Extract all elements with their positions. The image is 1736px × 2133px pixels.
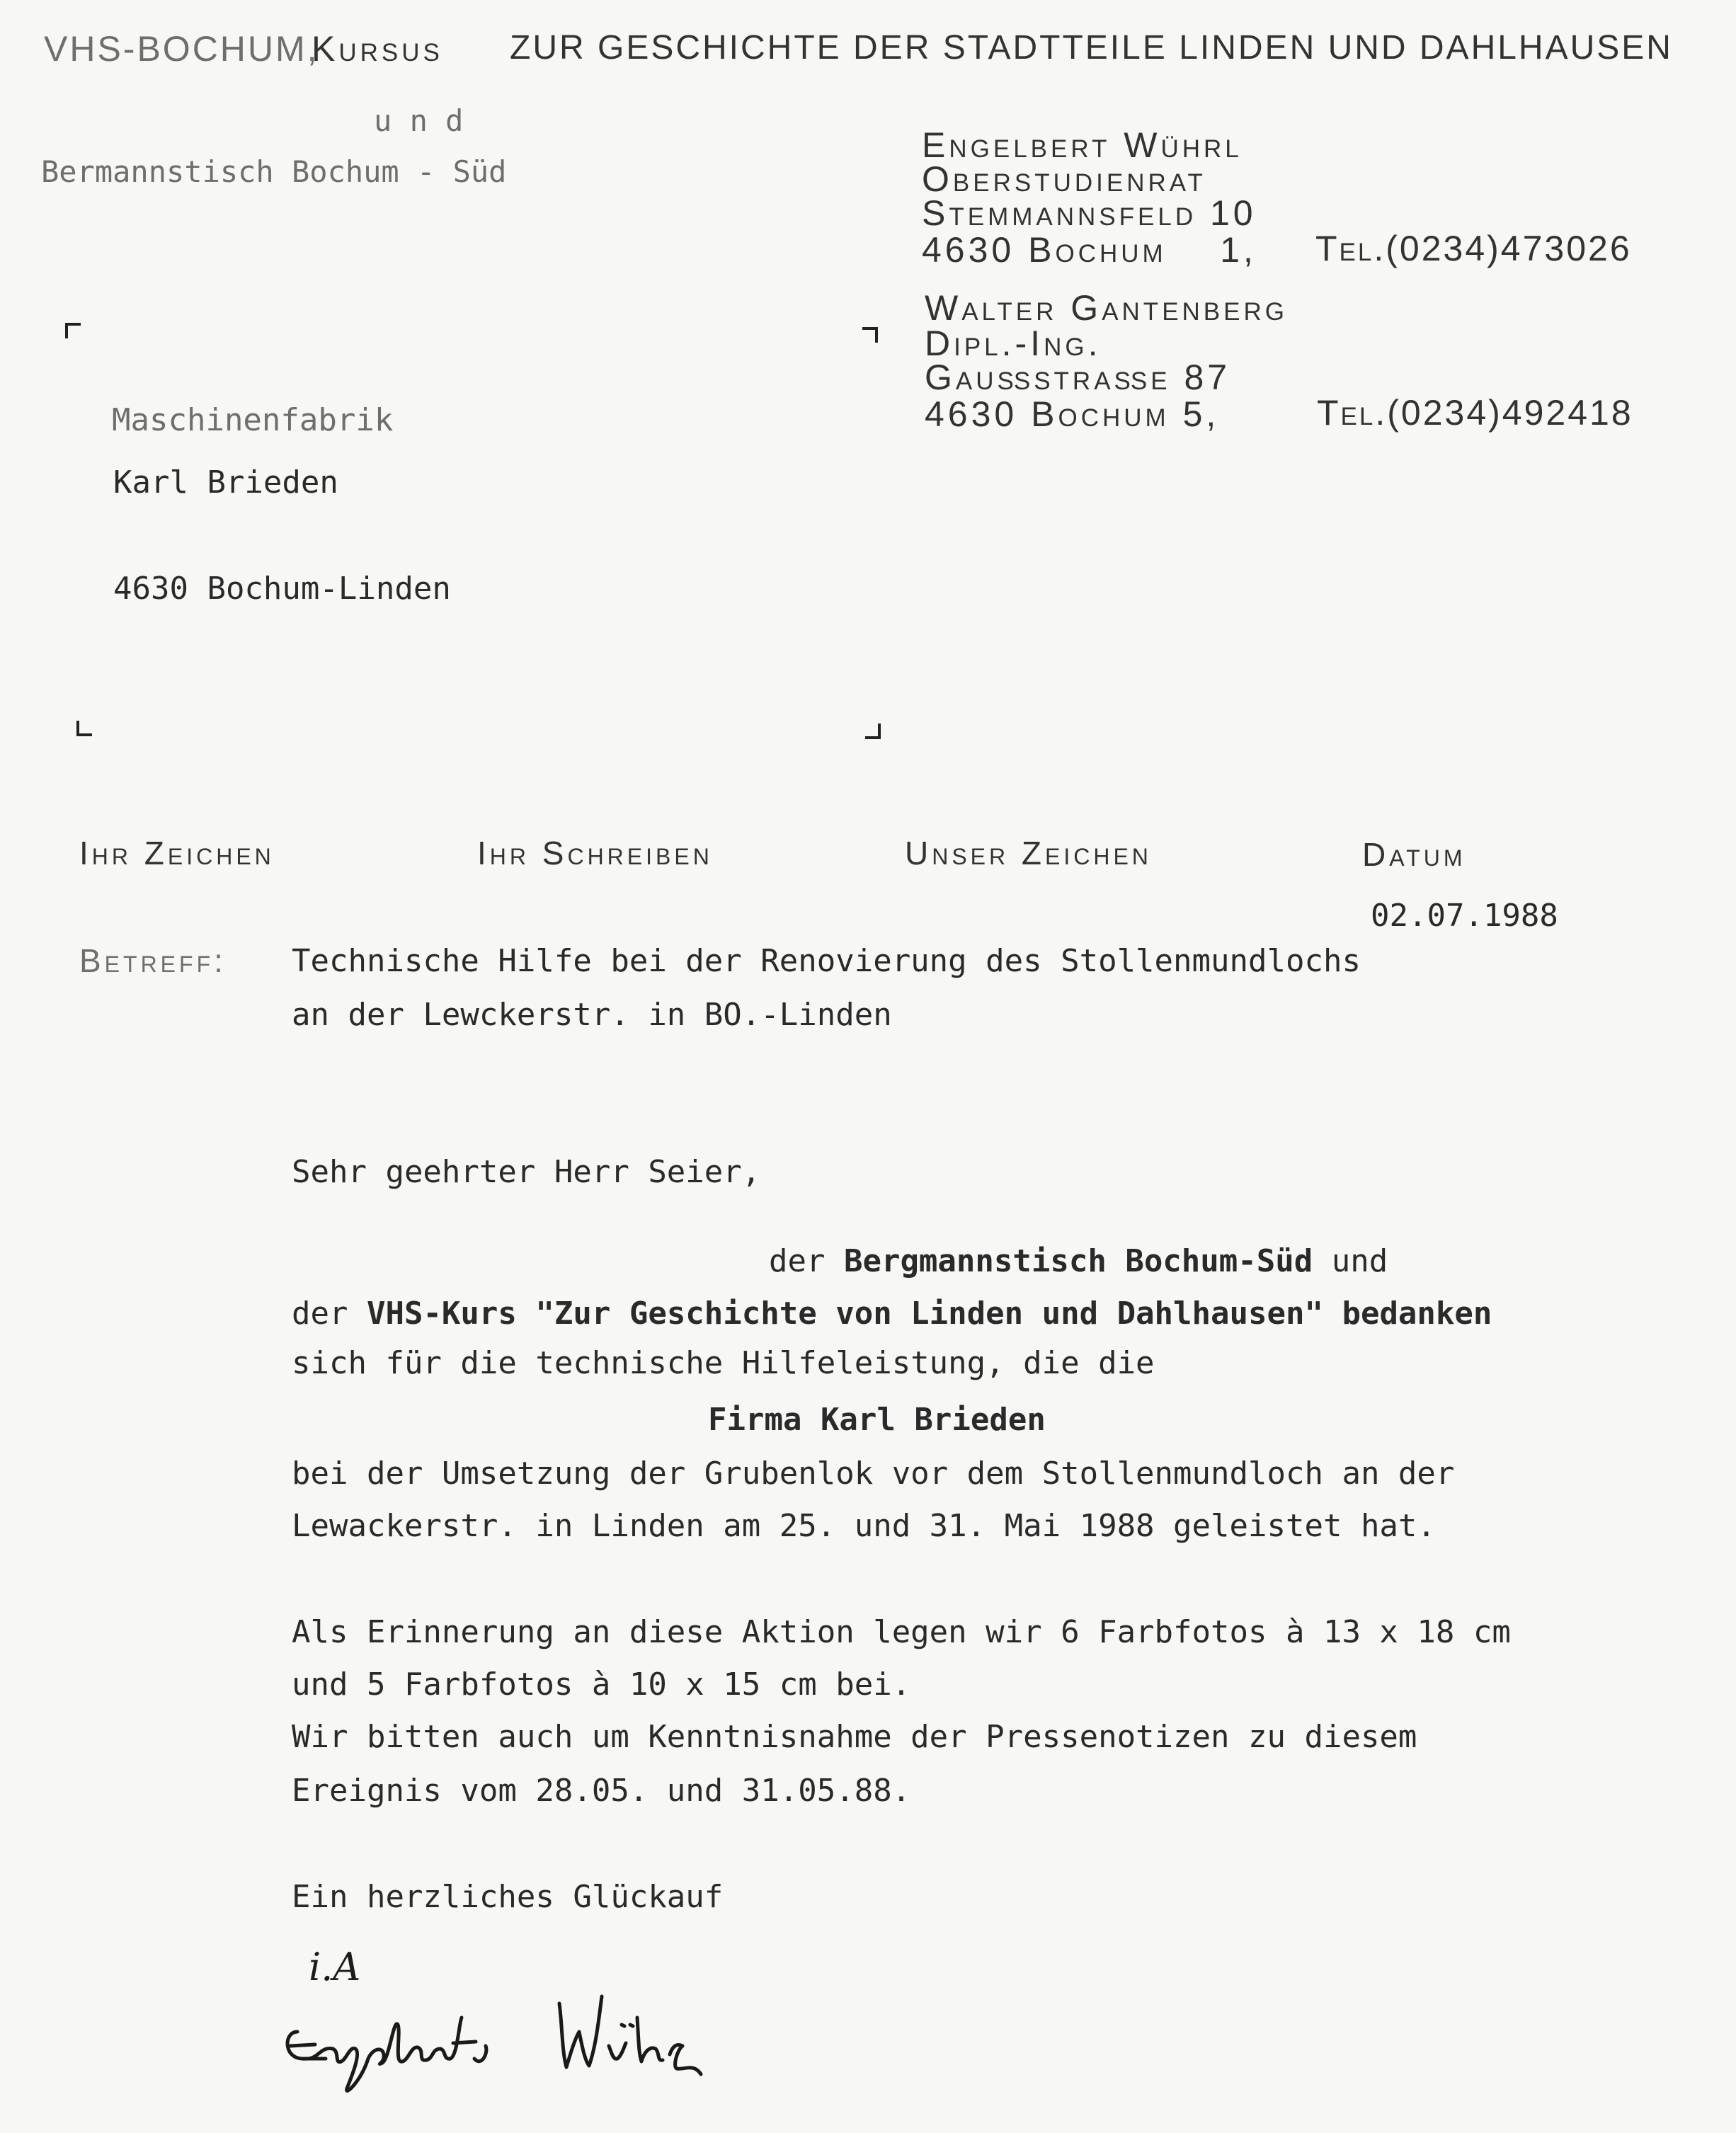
body-p2-line-1: Als Erinnerung an diese Aktion legen wir 6 Farbfotos à 13 x 18 cm: [292, 1614, 1511, 1650]
bergmannstisch-name: Bergmannstisch Bochum-Süd: [843, 1243, 1313, 1279]
body-p1-line-6: Lewackerstr. in Linden am 25. und 31. Mai 1988 geleistet hat.: [292, 1508, 1436, 1544]
sender1-tel: Tel.(0234)473026: [1315, 229, 1632, 268]
text-span: und: [1313, 1243, 1388, 1279]
subject-label: Betreff:: [79, 942, 227, 979]
body-p1-line-3: sich für die technische Hilfeleistung, die die: [292, 1345, 1155, 1381]
unser-zeichen-label: Unser Zeichen: [905, 835, 1152, 871]
sender1-name: Engelbert Wührl: [922, 125, 1243, 165]
corner-mark-top-right: [862, 327, 878, 343]
body-p2-line-2: und 5 Farbfotos à 10 x 15 cm bei.: [292, 1666, 911, 1703]
closing: Ein herzliches Glückauf: [292, 1879, 724, 1915]
org-kursus: Kursus: [312, 29, 443, 69]
company-name: Firma Karl Brieden: [708, 1402, 1046, 1438]
ihr-zeichen-label: Ihr Zeichen: [79, 835, 275, 871]
ihr-schreiben-label: Ihr Schreiben: [477, 835, 713, 871]
body-p1-line-5: bei der Umsetzung der Grubenlok vor dem Stollenmundloch an der: [292, 1456, 1455, 1492]
org-second: Bermannstisch Bochum - Süd: [41, 154, 507, 189]
sender1-street: Stemmannsfeld 10: [922, 193, 1257, 233]
sender1-city: 4630 Bochum 1,: [922, 230, 1257, 270]
und-label: u n d: [374, 103, 464, 138]
body-p1-line-2: [292, 1296, 1492, 1332]
recipient-line-2: Karl Brieden: [113, 464, 338, 501]
ia-handwritten: i.A: [309, 1945, 361, 1989]
recipient-line-3: 4630 Bochum-Linden: [113, 571, 451, 607]
corner-mark-top-left: [65, 323, 81, 338]
handwritten-signature: [276, 1975, 772, 2117]
sender2-title: Dipl.-Ing.: [925, 324, 1102, 363]
course-title: ZUR GESCHICHTE DER STADTTEILE LINDEN UND DAHLHAUSEN: [510, 29, 1673, 67]
body-p1-line-1: [769, 1243, 1388, 1279]
text-span: der: [769, 1243, 844, 1279]
recipient-line-1: Maschinenfabrik: [112, 402, 394, 438]
datum-value: 02.07.1988: [1371, 898, 1558, 934]
sender2-name: Walter Gantenberg: [925, 288, 1288, 328]
sender2-street: Gaußstraße 87: [925, 358, 1231, 397]
subject-line-1: Technische Hilfe bei der Renovierung des Stollenmundlochs: [292, 943, 1361, 979]
sender2-city: 4630 Bochum 5,: [925, 394, 1220, 434]
datum-label: Datum: [1362, 836, 1466, 873]
org-vhs: VHS-BOCHUM,: [44, 29, 319, 69]
corner-mark-bottom-left: [76, 721, 92, 736]
subject-line-2: an der Lewckerstr. in BO.-Linden: [292, 997, 892, 1033]
sender2-tel: Tel.(0234)492418: [1317, 393, 1633, 433]
vhs-kurs-name: VHS-Kurs "Zur Geschichte von Linden und Dahlhausen" bedanken: [366, 1296, 1492, 1332]
corner-mark-bottom-right: [865, 724, 881, 739]
salutation: Sehr geehrter Herr Seier,: [292, 1154, 761, 1190]
body-p2-line-3: Wir bitten auch um Kenntnisnahme der Pressenotizen zu diesem: [292, 1719, 1417, 1755]
sender1-title: Oberstudienrat: [922, 159, 1206, 199]
text-span: der: [292, 1296, 367, 1332]
body-p2-line-4: Ereignis vom 28.05. und 31.05.88.: [292, 1773, 911, 1809]
